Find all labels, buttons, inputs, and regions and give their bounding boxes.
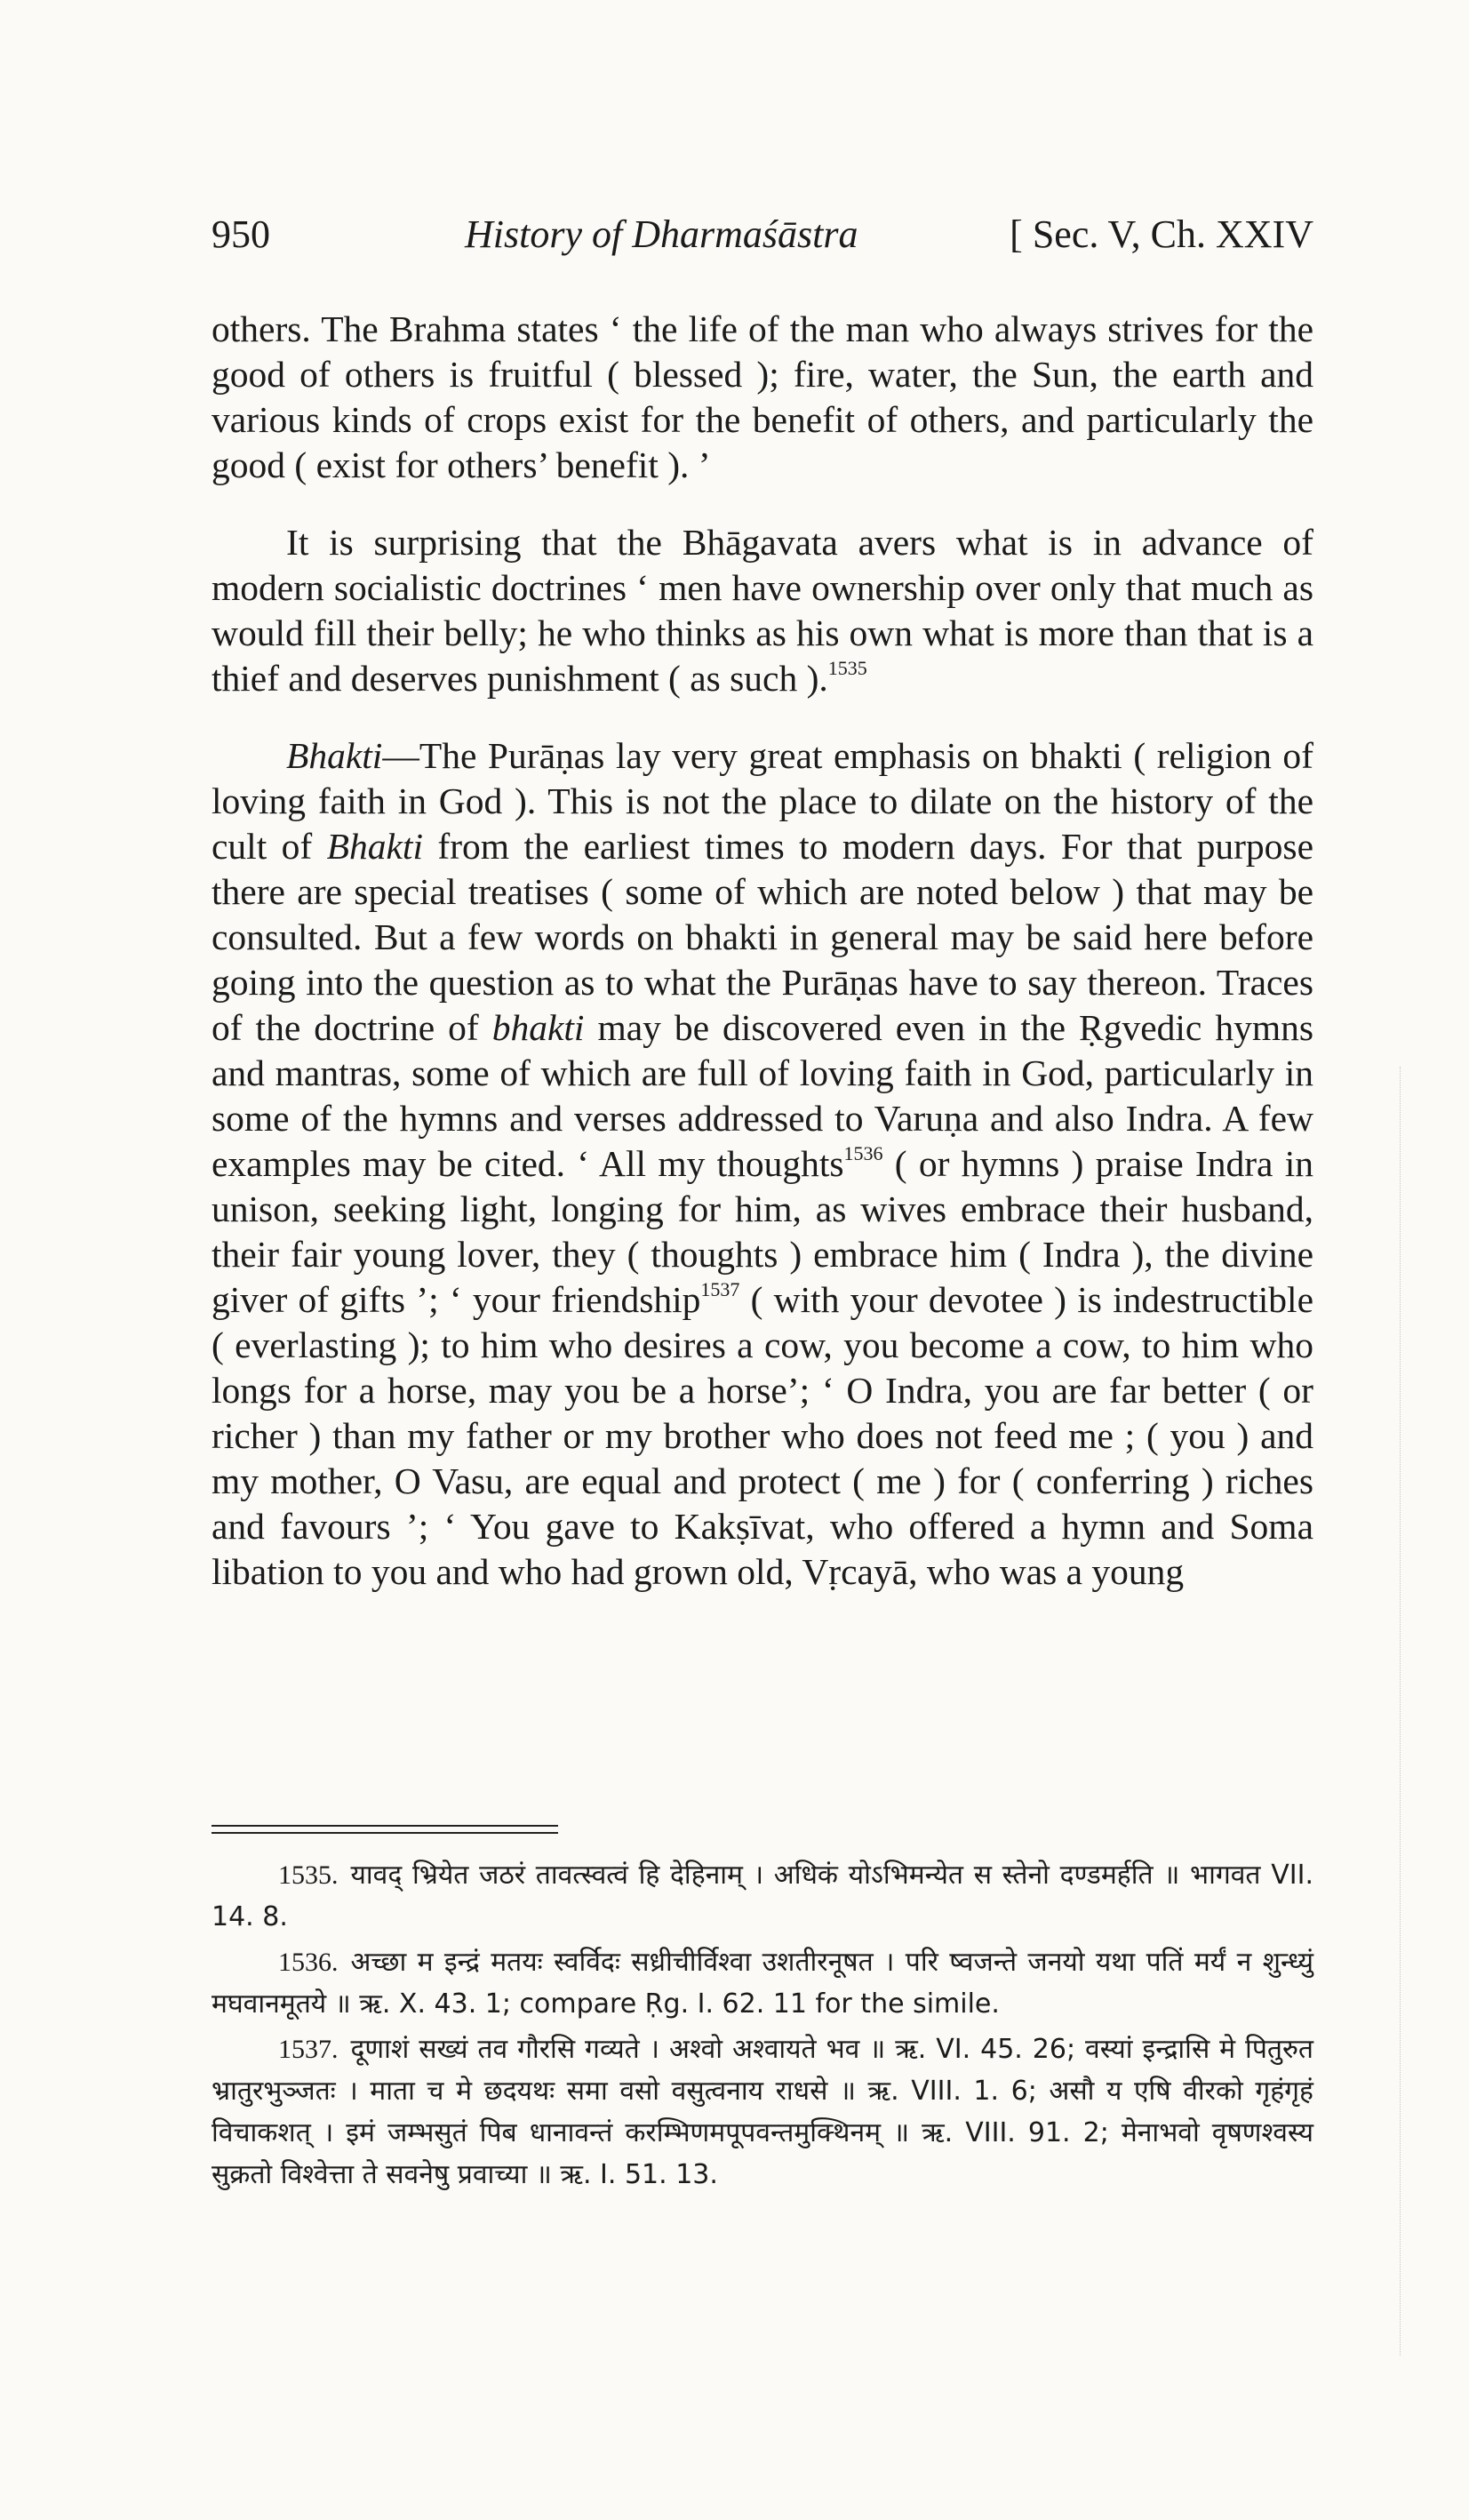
footnote-number: 1536.	[278, 1948, 339, 1977]
bhakti-text-c: may be discovered even in the Ṛgvedic hymns and mantras, some of which are full of loving faith in God, particularly in some of the hymns and verses addressed to Varuṇa and also Indra. A few examples may be cited. ‘ All my thoughts	[212, 1007, 1313, 1184]
scan-margin-line	[1400, 1067, 1401, 2356]
bhakti-text-a: —The Purāṇas lay very great emphasis on bhakti ( religion of loving faith in God ). This is not the place to dilate on the history of the cult of	[212, 735, 1313, 867]
running-header	[212, 212, 1313, 274]
bhakti-text-e: ( with your devotee ) is indestructible ( everlasting ); to him who desires a cow, you become a cow, to him who longs for a horse, may you be a horse’; ‘ O Indra, you are far better ( or richer ) than my father or my brother who does not feed me ; ( you ) and my mother, O Vasu, are equal and protect ( me ) for ( conferring ) riches and favours ’; ‘ You gave to Kakṣīvat, who offered a hymn and Soma libation to you and who had grown old, Vṛcayā, who was a young	[212, 1279, 1313, 1592]
footnote-ref-1535[interactable]: 1535	[827, 657, 867, 679]
paragraph-brahma: others. The Brahma states ‘ the life of the man who always strives for the good of others is fruitful ( blessed ); fire, water, the Sun, the earth and various kinds of crops exist for the benefit of others, and particularly the good ( exist for others’ benefit ). ’	[212, 308, 1313, 485]
footnote-divider-top	[212, 1825, 558, 1827]
term-bhakti: Bhakti	[286, 735, 383, 776]
paragraph-bhagavata	[212, 520, 1313, 701]
footnote-1537	[212, 2028, 1313, 2196]
section-reference: [ Sec. V, Ch. XXIV	[1010, 212, 1313, 256]
term-bhakti-2: Bhakti	[326, 826, 423, 867]
running-title: History of Dharmaśāstra	[465, 212, 858, 256]
bhakti-text-b: from the earliest times to modern days. For that purpose there are special treatises ( some of which are noted below ) that may be consulted. But a few words on bhakti in general may be said here before going into the question as to what the Purāṇas have to say thereon. Traces of the doctrine of	[212, 826, 1313, 1048]
footnote-text: यावद् भ्रियेत जठरं तावत्स्वत्वं हि देहिनाम् । अधिकं योऽभिमन्येत स स्तेनो दण्डमर्हति ॥ भागवत VII. 14. 8.	[212, 1860, 1313, 1932]
footnote-text: दूणाशं सख्यं तव गौरसि गव्यते । अश्वो अश्वायते भव ॥ ऋ. VI. 45. 26; वस्यां इन्द्रासि मे पितुरुत भ्रातुरभुञ्जतः । माता च मे छदयथः समा वसो वसुत्वनाय राधसे ॥ ऋ. VIII. 1. 6; असौ य एषि वीरको गृहंगृहं विचाकशत् । इमं जम्भसुतं पिब धानावन्तं करम्भिणमपूपवन्तमुक्थिनम् ॥ ऋ. VIII. 91. 2; मेनाभवो वृषणश्वस्य सुक्रतो विश्वेत्ता ते सवनेषु प्रवाच्या ॥ ऋ. I. 51. 13.	[212, 2034, 1313, 2190]
footnote-divider-bottom	[212, 1832, 558, 1834]
footnote-1535	[212, 1854, 1313, 1938]
footnote-ref-1537[interactable]: 1537	[700, 1278, 740, 1300]
footnote-number: 1537.	[278, 2035, 339, 2064]
term-bhakti-3: bhakti	[491, 1007, 585, 1048]
paragraph-bhakti	[212, 733, 1313, 1595]
footnote-number: 1535.	[278, 1860, 339, 1890]
footnote-1536	[212, 1941, 1313, 2025]
main-text	[212, 307, 1313, 1627]
footnote-text: अच्छा म इन्द्रं मतयः स्वर्विदः सध्रीचीर्विश्वा उशतीरनूषत । परि ष्वजन्ते जनयो यथा पतिं मर्यं न शुन्ध्युं मघवानमूतये ॥ ऋ. X. 43. 1; compare Ṛg. I. 62. 11 for the simile.	[212, 1947, 1313, 2020]
bhakti-text-d: ( or hymns ) praise Indra in unison, seeking light, longing for him, as wives embrace their husband, their fair young lover, they ( thoughts ) embrace him ( Indra ), the divine giver of gifts ’; ‘ your friendship	[212, 1143, 1313, 1320]
paragraph-bhagavata-text: It is surprising that the Bhāgavata avers what is in advance of modern socialistic doctrines ‘ men have ownership over only that much as would fill their belly; he who thinks as his own what is more than that is a thief and deserves punishment ( as such ).	[212, 522, 1313, 699]
footnote-ref-1536[interactable]: 1536	[843, 1142, 883, 1164]
page-number: 950	[212, 212, 270, 256]
footnotes	[212, 1854, 1313, 2199]
